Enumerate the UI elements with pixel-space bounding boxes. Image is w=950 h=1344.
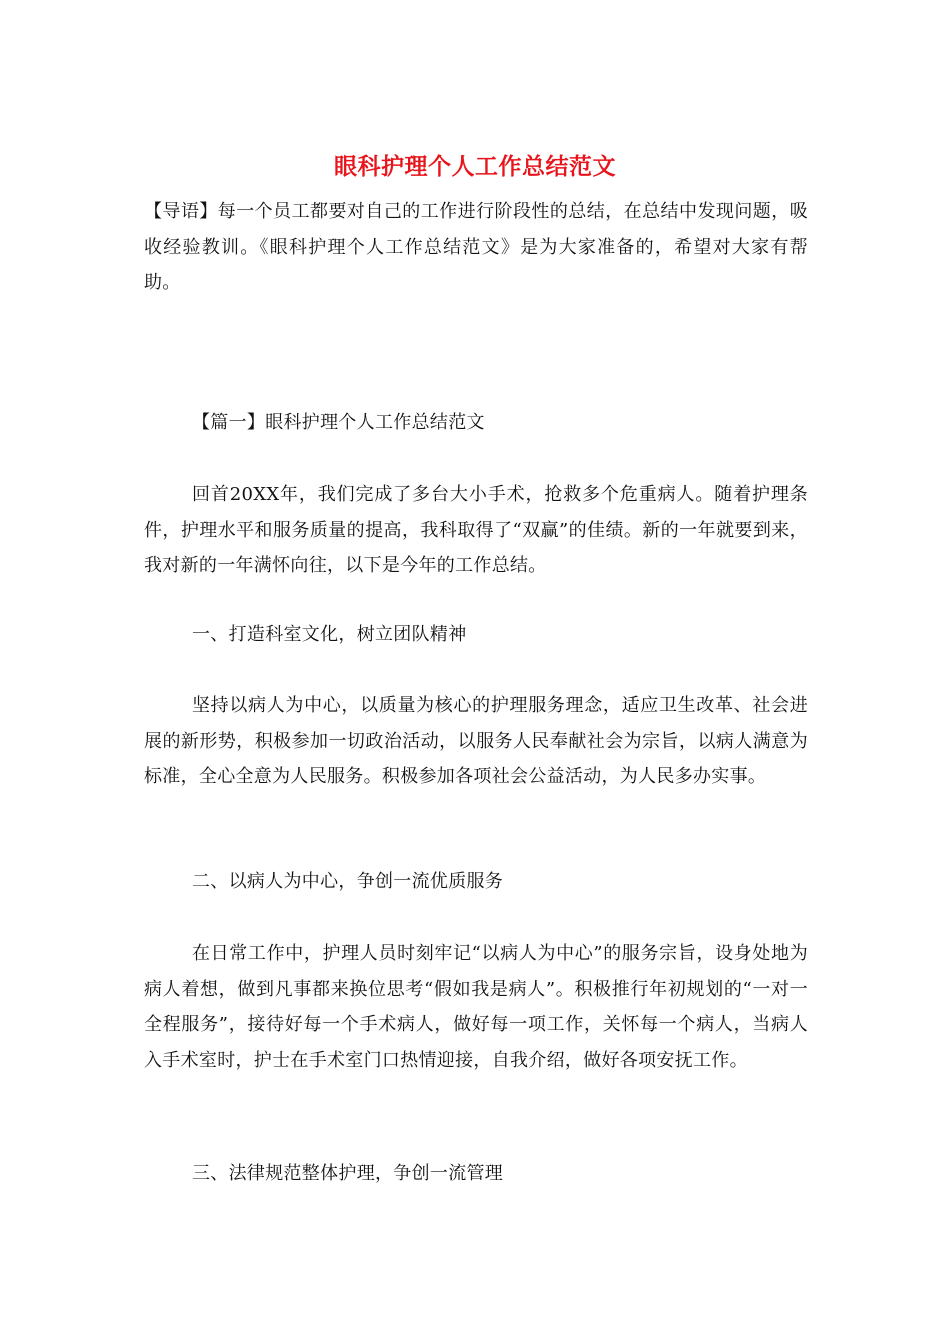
body-paragraph-1: 回首20XX年，我们完成了多台大小手术，抢救多个危重病人。随着护理条件，护理水平和服务质量的提高，我科取得了“双赢”的佳绩。新的一年就要到来，我对新的一年满怀向往，以下是今年的工作总结。 [144,484,808,576]
subheading-2: 二、以病人为中心，争创一流优质服务 [192,871,504,892]
document-title: 眼科护理个人工作总结范文 [334,153,616,180]
body-paragraph-3: 在日常工作中，护理人员时刻牢记“以病人为中心”的服务宗旨，设身处地为病人着想，做到凡事都来换位思考“假如我是病人”。积极推行年初规划的“一对一全程服务”，接待好每一个手术病人，做好每一项工作，关怀每一个病人，当病人入手术室时，护士在手术室门口热情迎接，自我介绍，做好各项安抚工作。 [144,943,808,1071]
subheading-3: 三、法律规范整体护理，争创一流管理 [192,1163,504,1184]
intro-paragraph: 【导语】每一个员工都要对自己的工作进行阶段性的总结，在总结中发现问题，吸收经验教训。《眼科护理个人工作总结范文》是为大家准备的，希望对大家有帮助。 [144,201,808,293]
subheading-1: 一、打造科室文化，树立团队精神 [192,624,467,645]
body-paragraph-2: 坚持以病人为中心，以质量为核心的护理服务理念，适应卫生改革、社会进展的新形势，积极参加一切政治活动，以服务人民奉献社会为宗旨，以病人满意为标准，全心全意为人民服务。积极参加各项社会公益活动，为人民多办实事。 [144,695,808,787]
section-heading: 【篇一】眼科护理个人工作总结范文 [192,412,485,433]
